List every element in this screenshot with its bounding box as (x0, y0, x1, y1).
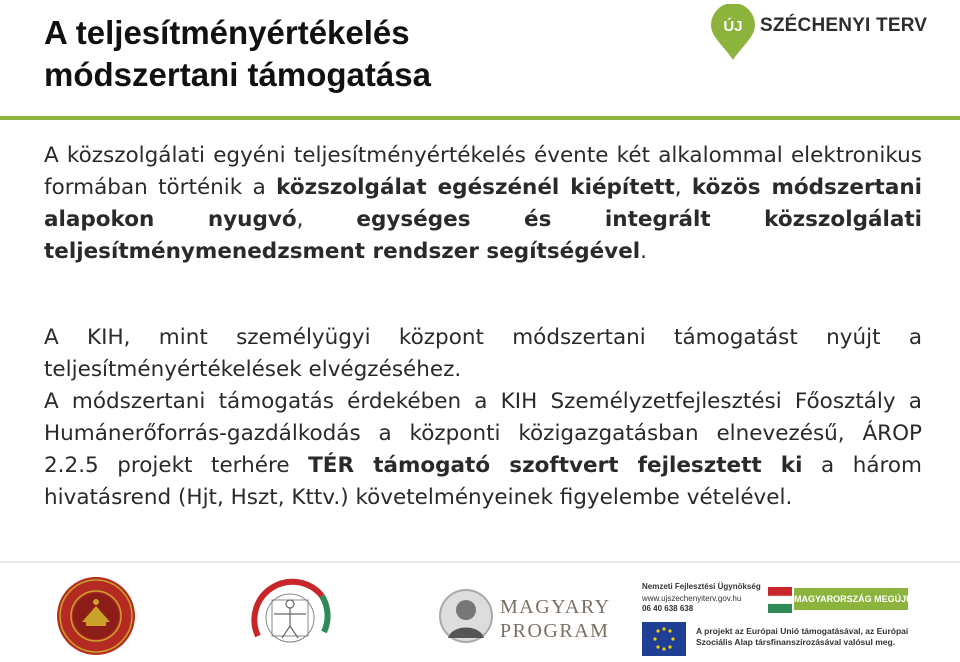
magyary-text: MAGYARY (500, 596, 611, 618)
seal-icon (56, 576, 136, 656)
nfu-name: Nemzeti Fejlesztési Ügynökség (642, 582, 761, 591)
p3-text-1: A módszertani támogatás érdekében a KIH Személyzetfejlesztési Főosztály a Humánerőforrás-gazdálkodás a központi közigazgatásban elnevezésű, ÁROP 2.2.5 projekt terhére (44, 389, 922, 478)
title-divider (0, 116, 960, 120)
nfu-url: www.ujszechenyiterv.gov.hu (642, 594, 742, 603)
p1-text-4: . (640, 239, 647, 264)
footer-divider (0, 561, 960, 563)
nfu-phone: 06 40 638 638 (642, 604, 694, 613)
szechenyi-terv-text: SZÉCHENYI TERV (760, 15, 928, 36)
eu-funding-note: A projekt az Európai Unió támogatásával, az Európai Szociális Alap társfinanszírozásával valósul meg. (696, 626, 909, 647)
p1-bold-3: egységes és integrált közszolgálati teljesítménymenedzsment rendszer segítségével (44, 207, 922, 264)
uj-badge-icon (708, 4, 758, 62)
p1-bold-2: közös módszertani alapokon nyugvó (44, 175, 923, 232)
uj-szechenyi-terv-logo (708, 4, 928, 62)
p1-text-2: , (674, 175, 692, 200)
title-line-2: módszertani támogatása (44, 56, 431, 93)
vitruvian-ring-logo (244, 574, 336, 658)
nfu-eu-logo-block (640, 582, 940, 660)
paragraph-2: A KIH, mint személyügyi központ módszertani támogatást nyújt a teljesítményértékelések elvégzéséhez. (44, 325, 922, 382)
p1-text-1: A közszolgálati egyéni teljesítményértékelés évente két alkalommal elektronikus formában történik a (44, 143, 922, 200)
p1-text-3: , (296, 207, 357, 232)
hungarian-flag-icon (768, 587, 792, 613)
p1-bold-1: közszolgálat egészénél kiépített (276, 175, 675, 200)
paragraph-3 (44, 386, 922, 514)
page-title (44, 12, 431, 96)
eu-flag-icon (642, 622, 686, 656)
magyary-program-logo (438, 588, 618, 646)
paragraph-1 (44, 140, 922, 268)
magyary-portrait-icon (438, 588, 494, 644)
vitruvian-icon (244, 574, 336, 658)
title-line-1: A teljesítményértékelés (44, 14, 410, 51)
nke-seal-logo (56, 576, 136, 656)
p3-text-2: a három hivatásrend (Hjt, Hszt, Kttv.) követelményeinek figyelembe vételével. (44, 453, 922, 510)
svg-text:ÚJ: ÚJ (723, 18, 743, 35)
p3-bold-1: TÉR támogató szoftvert fejlesztett ki (308, 453, 803, 478)
magyarorszag-megujul-banner: MAGYARORSZÁG MEGÚJUL (794, 588, 908, 610)
program-text: PROGRAM (500, 620, 610, 642)
